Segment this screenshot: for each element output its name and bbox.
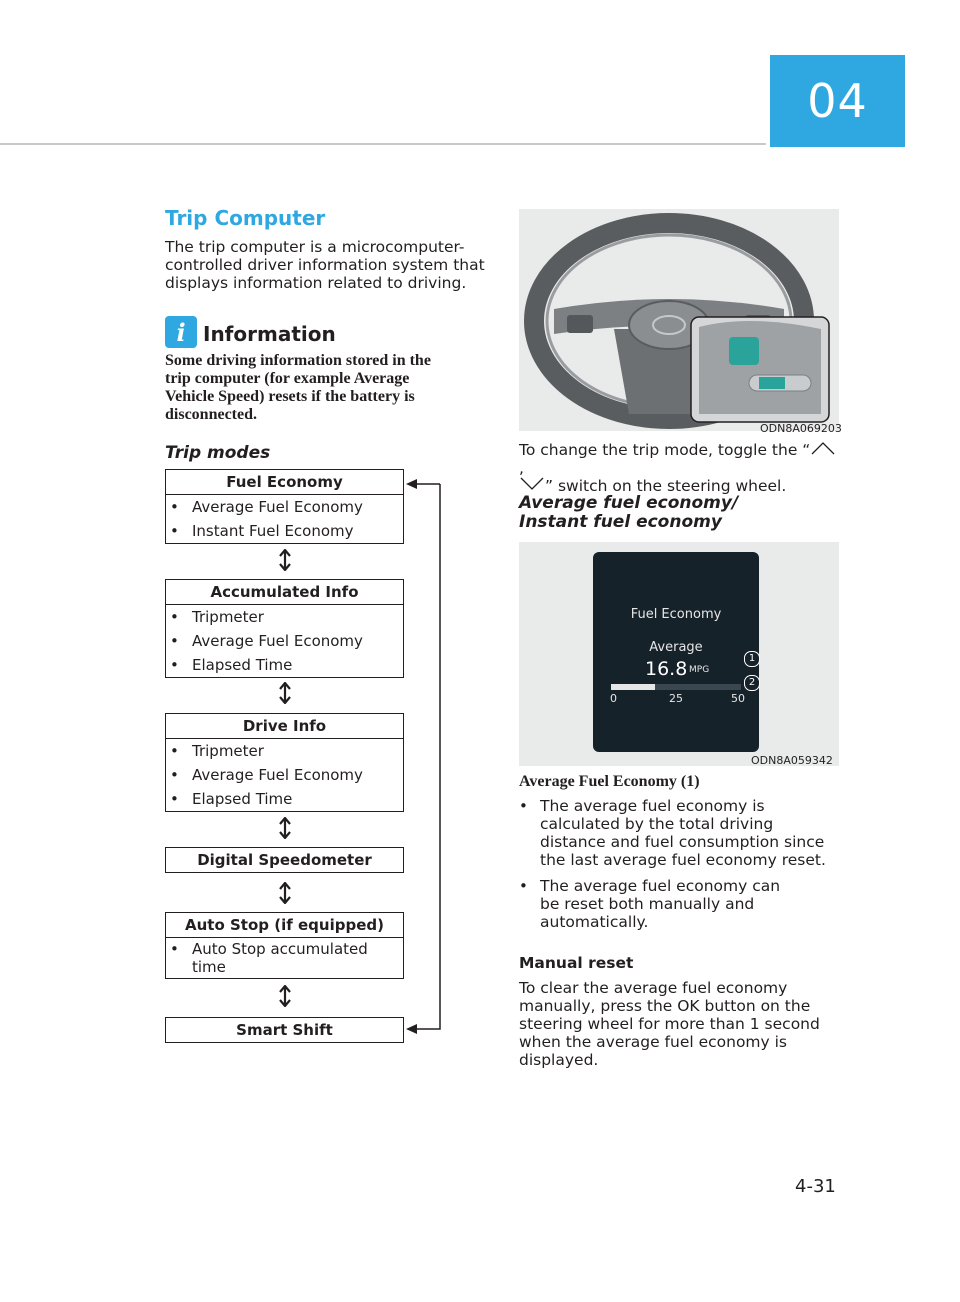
bullet-line: The average fuel economy is [540, 797, 765, 815]
bullet-line: be reset both manually and [540, 895, 755, 913]
figure-caption: ODN8A069203 [760, 422, 842, 435]
mode-drive-info [165, 713, 404, 812]
trip-modes-title: Trip modes [165, 443, 271, 463]
manual-reset-title: Manual reset [519, 954, 634, 972]
info-line: Vehicle Speed) resets if the battery is [165, 388, 415, 405]
manual-reset-line: when the average fuel economy is [519, 1033, 788, 1051]
cluster-figure [519, 542, 839, 766]
mode-title: Fuel Economy [166, 470, 403, 495]
double-arrow-icon [276, 817, 294, 839]
double-arrow-icon [276, 985, 294, 1007]
scale-label: 25 [669, 692, 683, 705]
cluster-value: 16.8 [645, 658, 688, 680]
mode-title: Smart Shift [236, 1021, 333, 1039]
mode-item: • Tripmeter [170, 742, 264, 760]
scale-label: 0 [610, 692, 617, 705]
bullet-line: calculated by the total driving [540, 815, 774, 833]
info-body [165, 352, 475, 424]
heading-line: Instant fuel economy [519, 512, 722, 532]
bullet-line: distance and fuel consumption since [540, 833, 825, 851]
fuel-gauge-fill [611, 684, 655, 690]
mode-item: • Auto Stop accumulated time [170, 940, 368, 976]
bullet-paragraph [540, 877, 780, 931]
toggle-comma: , [519, 459, 524, 477]
avg-fuel-economy-title: Average Fuel Economy (1) [519, 773, 700, 790]
intro-line: controlled driver information system that [165, 256, 485, 274]
toggle-text: To change the trip mode, toggle the “ [519, 441, 811, 459]
loop-arrow-bracket [404, 476, 444, 1038]
callout-marker-1: 1 [744, 651, 760, 667]
info-line: Some driving information stored in the [165, 352, 431, 369]
double-arrow-icon [276, 682, 294, 704]
cluster-unit: MPG [689, 665, 710, 675]
intro-line: The trip computer is a microcomputer- [165, 238, 465, 256]
info-icon: i [165, 316, 197, 348]
chapter-tab [770, 55, 905, 147]
mode-digital-speedometer [165, 847, 404, 873]
mode-title: Auto Stop (if equipped) [166, 913, 403, 938]
steering-wheel-illustration [519, 209, 839, 431]
bullet: • [519, 877, 528, 895]
info-title: Information [203, 322, 336, 346]
info-line: disconnected. [165, 406, 257, 423]
manual-reset-paragraph [519, 979, 820, 1069]
mode-item: • Instant Fuel Economy [170, 522, 354, 540]
header-rule [0, 143, 766, 145]
figure-caption: ODN8A059342 [751, 754, 833, 767]
mode-title: Accumulated Info [166, 580, 403, 605]
scale-label: 50 [731, 692, 745, 705]
mode-item: • Elapsed Time [170, 656, 293, 674]
mode-auto-stop [165, 912, 404, 979]
mode-item: • Elapsed Time [170, 790, 293, 808]
page-number: 4-31 [795, 1176, 836, 1197]
bullet-line: the last average fuel economy reset. [540, 851, 826, 869]
bullet-line: The average fuel economy can [540, 877, 781, 895]
bullet: • [519, 797, 528, 815]
toggle-instruction [519, 441, 839, 495]
chevron-up-icon [810, 441, 836, 455]
manual-reset-line: steering wheel for more than 1 second [519, 1015, 820, 1033]
toggle-text: ” switch on the steering wheel. [545, 477, 787, 495]
mode-title: Digital Speedometer [197, 851, 372, 869]
mode-accumulated-info [165, 579, 404, 678]
mode-item: • Average Fuel Economy [170, 498, 363, 516]
intro-paragraph [165, 238, 485, 292]
avg-fuel-heading [519, 494, 738, 532]
cluster-title: Fuel Economy [630, 607, 722, 622]
mode-fuel-economy [165, 469, 404, 544]
cluster-display [593, 552, 759, 752]
chevron-down-icon [519, 477, 545, 491]
fuel-gauge-track [611, 684, 741, 690]
section-title: Trip Computer [165, 206, 326, 230]
manual-reset-line: To clear the average fuel economy [519, 979, 788, 997]
bullet-line: automatically. [540, 913, 649, 931]
callout-marker-2: 2 [744, 675, 760, 691]
mode-item: • Average Fuel Economy [170, 632, 363, 650]
info-line: trip computer (for example Average [165, 370, 410, 387]
cluster-label: Average [649, 640, 703, 655]
chapter-number: 04 [807, 74, 868, 128]
mode-item: • Tripmeter [170, 608, 264, 626]
bullet-paragraph [540, 797, 826, 869]
mode-smart-shift [165, 1017, 404, 1043]
mode-item: • Average Fuel Economy [170, 766, 363, 784]
mode-title: Drive Info [166, 714, 403, 739]
double-arrow-icon [276, 549, 294, 571]
intro-line: displays information related to driving. [165, 274, 467, 292]
manual-reset-line: manually, press the OK button on the [519, 997, 811, 1015]
heading-line: Average fuel economy/ [519, 493, 739, 513]
double-arrow-icon [276, 882, 294, 904]
manual-reset-line: displayed. [519, 1051, 599, 1069]
